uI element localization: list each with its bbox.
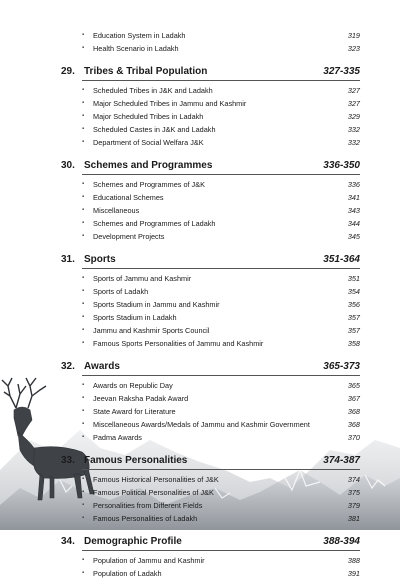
toc-entry-label: Schemes and Programmes of Ladakh	[93, 219, 216, 228]
toc-entry-label: Sports Stadium in Ladakh	[93, 313, 177, 322]
bullet-icon: ▪	[82, 301, 85, 307]
chapter-title: Demographic Profile	[84, 536, 182, 547]
toc-entry-page: 351	[347, 274, 360, 283]
toc-entry-page: 357	[347, 326, 360, 335]
toc-entry-page: 323	[347, 44, 360, 53]
toc-entry-page: 370	[347, 433, 360, 442]
toc-entry[interactable]	[82, 110, 360, 123]
bullet-icon: ▪	[82, 220, 85, 226]
bullet-icon: ▪	[82, 502, 85, 508]
chapter-heading[interactable]	[61, 252, 360, 268]
toc-entry[interactable]	[82, 123, 360, 136]
toc-entry-page: 379	[347, 501, 360, 510]
toc-entry-label: Sports of Jammu and Kashmir	[93, 274, 192, 283]
toc-entry[interactable]	[82, 204, 360, 217]
toc-entry[interactable]	[82, 337, 360, 350]
toc-entry[interactable]	[82, 473, 360, 486]
toc-entry[interactable]	[82, 285, 360, 298]
bullet-icon: ▪	[82, 476, 85, 482]
bullet-icon: ▪	[82, 434, 85, 440]
toc-entry-label: Padma Awards	[93, 433, 142, 442]
toc-entry-page: 375	[347, 488, 360, 497]
bullet-icon: ▪	[82, 408, 85, 414]
toc-entry-label: Health Scenario in Ladakh	[93, 44, 179, 53]
bullet-icon: ▪	[82, 275, 85, 281]
bullet-icon: ▪	[82, 139, 85, 145]
toc-entry-page: 381	[347, 514, 360, 523]
chapter-page-range: 374-387	[323, 455, 360, 466]
toc-entry-page: 344	[347, 219, 360, 228]
toc-entry-label: Awards on Republic Day	[93, 381, 173, 390]
toc-entry-page: 345	[347, 232, 360, 241]
chapter-page-range: 351-364	[323, 254, 360, 265]
bullet-icon: ▪	[82, 557, 85, 563]
chapter-page-range: 327-335	[323, 66, 360, 77]
toc-entry-label: Miscellaneous	[93, 206, 140, 215]
bullet-icon: ▪	[82, 288, 85, 294]
toc-entry-page: 329	[347, 112, 360, 121]
toc-entry-label: Department of Social Welfara J&K	[93, 138, 204, 147]
toc-entry[interactable]	[82, 178, 360, 191]
toc-entry-label: Sports of Ladakh	[93, 287, 149, 296]
toc-entry[interactable]	[82, 392, 360, 405]
toc-entry[interactable]	[82, 298, 360, 311]
toc-entry[interactable]	[82, 418, 360, 431]
toc-entry[interactable]	[82, 512, 360, 525]
toc-entry-page: 365	[347, 381, 360, 390]
bullet-icon: ▪	[82, 340, 85, 346]
toc-entry-page: 368	[347, 407, 360, 416]
toc-entry-page: 336	[347, 180, 360, 189]
toc-entry-page: 341	[347, 193, 360, 202]
toc-entry-label: Scheduled Castes in J&K and Ladakh	[93, 125, 216, 134]
toc-entry-page: 327	[347, 86, 360, 95]
toc-entry-label: Personalities from Different Fields	[93, 501, 203, 510]
toc-entry[interactable]	[82, 217, 360, 230]
bullet-icon: ▪	[82, 395, 85, 401]
chapter-title: Awards	[84, 361, 120, 372]
toc-entry-page: 354	[347, 287, 360, 296]
chapter-page-range: 336-350	[323, 160, 360, 171]
toc-entry-page: 357	[347, 313, 360, 322]
toc-entry-page: 358	[347, 339, 360, 348]
toc-entry-label: Jammu and Kashmir Sports Council	[93, 326, 210, 335]
toc-entry[interactable]	[82, 486, 360, 499]
toc-entry-label: Sports Stadium in Jammu and Kashmir	[93, 300, 220, 309]
bullet-icon: ▪	[82, 515, 85, 521]
toc-entry-label: Population of Jammu and Kashmir	[93, 556, 205, 565]
bullet-icon: ▪	[82, 421, 85, 427]
toc-entry-label: Major Scheduled Tribes in Jammu and Kashmir	[93, 99, 247, 108]
toc-entry[interactable]	[82, 84, 360, 97]
chapter-number: 30.	[61, 160, 75, 171]
chapter-divider	[82, 469, 360, 470]
bullet-icon: ▪	[82, 100, 85, 106]
chapter-number: 29.	[61, 66, 75, 77]
toc-entry[interactable]	[82, 230, 360, 243]
chapter-divider	[82, 268, 360, 269]
toc-entry[interactable]	[82, 405, 360, 418]
toc-entry-page: 391	[347, 569, 360, 578]
toc-entry-page: 388	[347, 556, 360, 565]
toc-entry[interactable]	[82, 431, 360, 444]
toc-entry[interactable]	[82, 272, 360, 285]
toc-entry[interactable]	[82, 136, 360, 149]
toc-entry[interactable]	[82, 29, 360, 42]
toc-entry[interactable]	[82, 97, 360, 110]
toc-entry[interactable]	[82, 554, 360, 567]
toc-entry-label: Schemes and Programmes of J&K	[93, 180, 205, 189]
toc-entry-label: Development Projects	[93, 232, 165, 241]
chapter-page-range: 388-394	[323, 536, 360, 547]
bullet-icon: ▪	[82, 113, 85, 119]
toc-entry-page: 327	[347, 99, 360, 108]
toc-entry-label: Jeevan Raksha Padak Award	[93, 394, 189, 403]
toc-entry-label: Miscellaneous Awards/Medals of Jammu and Kashmir Government	[93, 420, 310, 429]
toc-entry[interactable]	[82, 311, 360, 324]
chapter-divider	[82, 80, 360, 81]
toc-entry-page: 356	[347, 300, 360, 309]
chapter-heading[interactable]	[61, 534, 360, 550]
toc-entry[interactable]	[82, 499, 360, 512]
bullet-icon: ▪	[82, 194, 85, 200]
bullet-icon: ▪	[82, 327, 85, 333]
chapter-number: 33.	[61, 455, 75, 466]
toc-entry[interactable]	[82, 324, 360, 337]
toc-entry-page: 374	[347, 475, 360, 484]
bullet-icon: ▪	[82, 45, 85, 51]
toc-entry-label: Famous Political Personalities of J&K	[93, 488, 214, 497]
chapter-divider	[82, 375, 360, 376]
bullet-icon: ▪	[82, 382, 85, 388]
toc-entry-label: State Award for Literature	[93, 407, 176, 416]
toc-entry-label: Famous Historical Personalities of J&K	[93, 475, 219, 484]
toc-entry-label: Major Scheduled Tribes in Ladakh	[93, 112, 204, 121]
chapter-number: 31.	[61, 254, 75, 265]
toc-entry-page: 367	[347, 394, 360, 403]
toc-entry[interactable]	[82, 379, 360, 392]
toc-entry-label: Educational Schemes	[93, 193, 164, 202]
bullet-icon: ▪	[82, 126, 85, 132]
chapter-number: 34.	[61, 536, 75, 547]
chapter-heading[interactable]	[61, 453, 360, 469]
toc-entry-label: Famous Sports Personalities of Jammu and Kashmir	[93, 339, 264, 348]
toc-entry-page: 343	[347, 206, 360, 215]
toc-entry[interactable]	[82, 191, 360, 204]
bullet-icon: ▪	[82, 181, 85, 187]
chapter-number: 32.	[61, 361, 75, 372]
toc-entry-label: Population of Ladakh	[93, 569, 162, 578]
chapter-heading[interactable]	[61, 158, 360, 174]
chapter-heading[interactable]	[61, 64, 360, 80]
chapter-divider	[82, 174, 360, 175]
bullet-icon: ▪	[82, 207, 85, 213]
bullet-icon: ▪	[82, 32, 85, 38]
bullet-icon: ▪	[82, 233, 85, 239]
chapter-title: Schemes and Programmes	[84, 160, 213, 171]
chapter-title: Tribes & Tribal Population	[84, 66, 208, 77]
chapter-heading[interactable]	[61, 359, 360, 375]
toc-entry-page: 319	[347, 31, 360, 40]
toc-entry-page: 332	[347, 138, 360, 147]
bullet-icon: ▪	[82, 489, 85, 495]
toc-entry-page: 368	[347, 420, 360, 429]
chapter-page-range: 365-373	[323, 361, 360, 372]
bullet-icon: ▪	[82, 314, 85, 320]
chapter-divider	[82, 550, 360, 551]
toc-entry-label: Famous Personalities of Ladakh	[93, 514, 198, 523]
toc-entry-label: Education System in Ladakh	[93, 31, 186, 40]
toc-entry-page: 332	[347, 125, 360, 134]
bullet-icon: ▪	[82, 570, 85, 576]
bullet-icon: ▪	[82, 87, 85, 93]
toc-entry[interactable]	[82, 567, 360, 580]
toc-entry[interactable]	[82, 42, 360, 55]
chapter-title: Sports	[84, 254, 116, 265]
chapter-title: Famous Personalities	[84, 455, 188, 466]
toc-entry-label: Scheduled Tribes in J&K and Ladakh	[93, 86, 213, 95]
